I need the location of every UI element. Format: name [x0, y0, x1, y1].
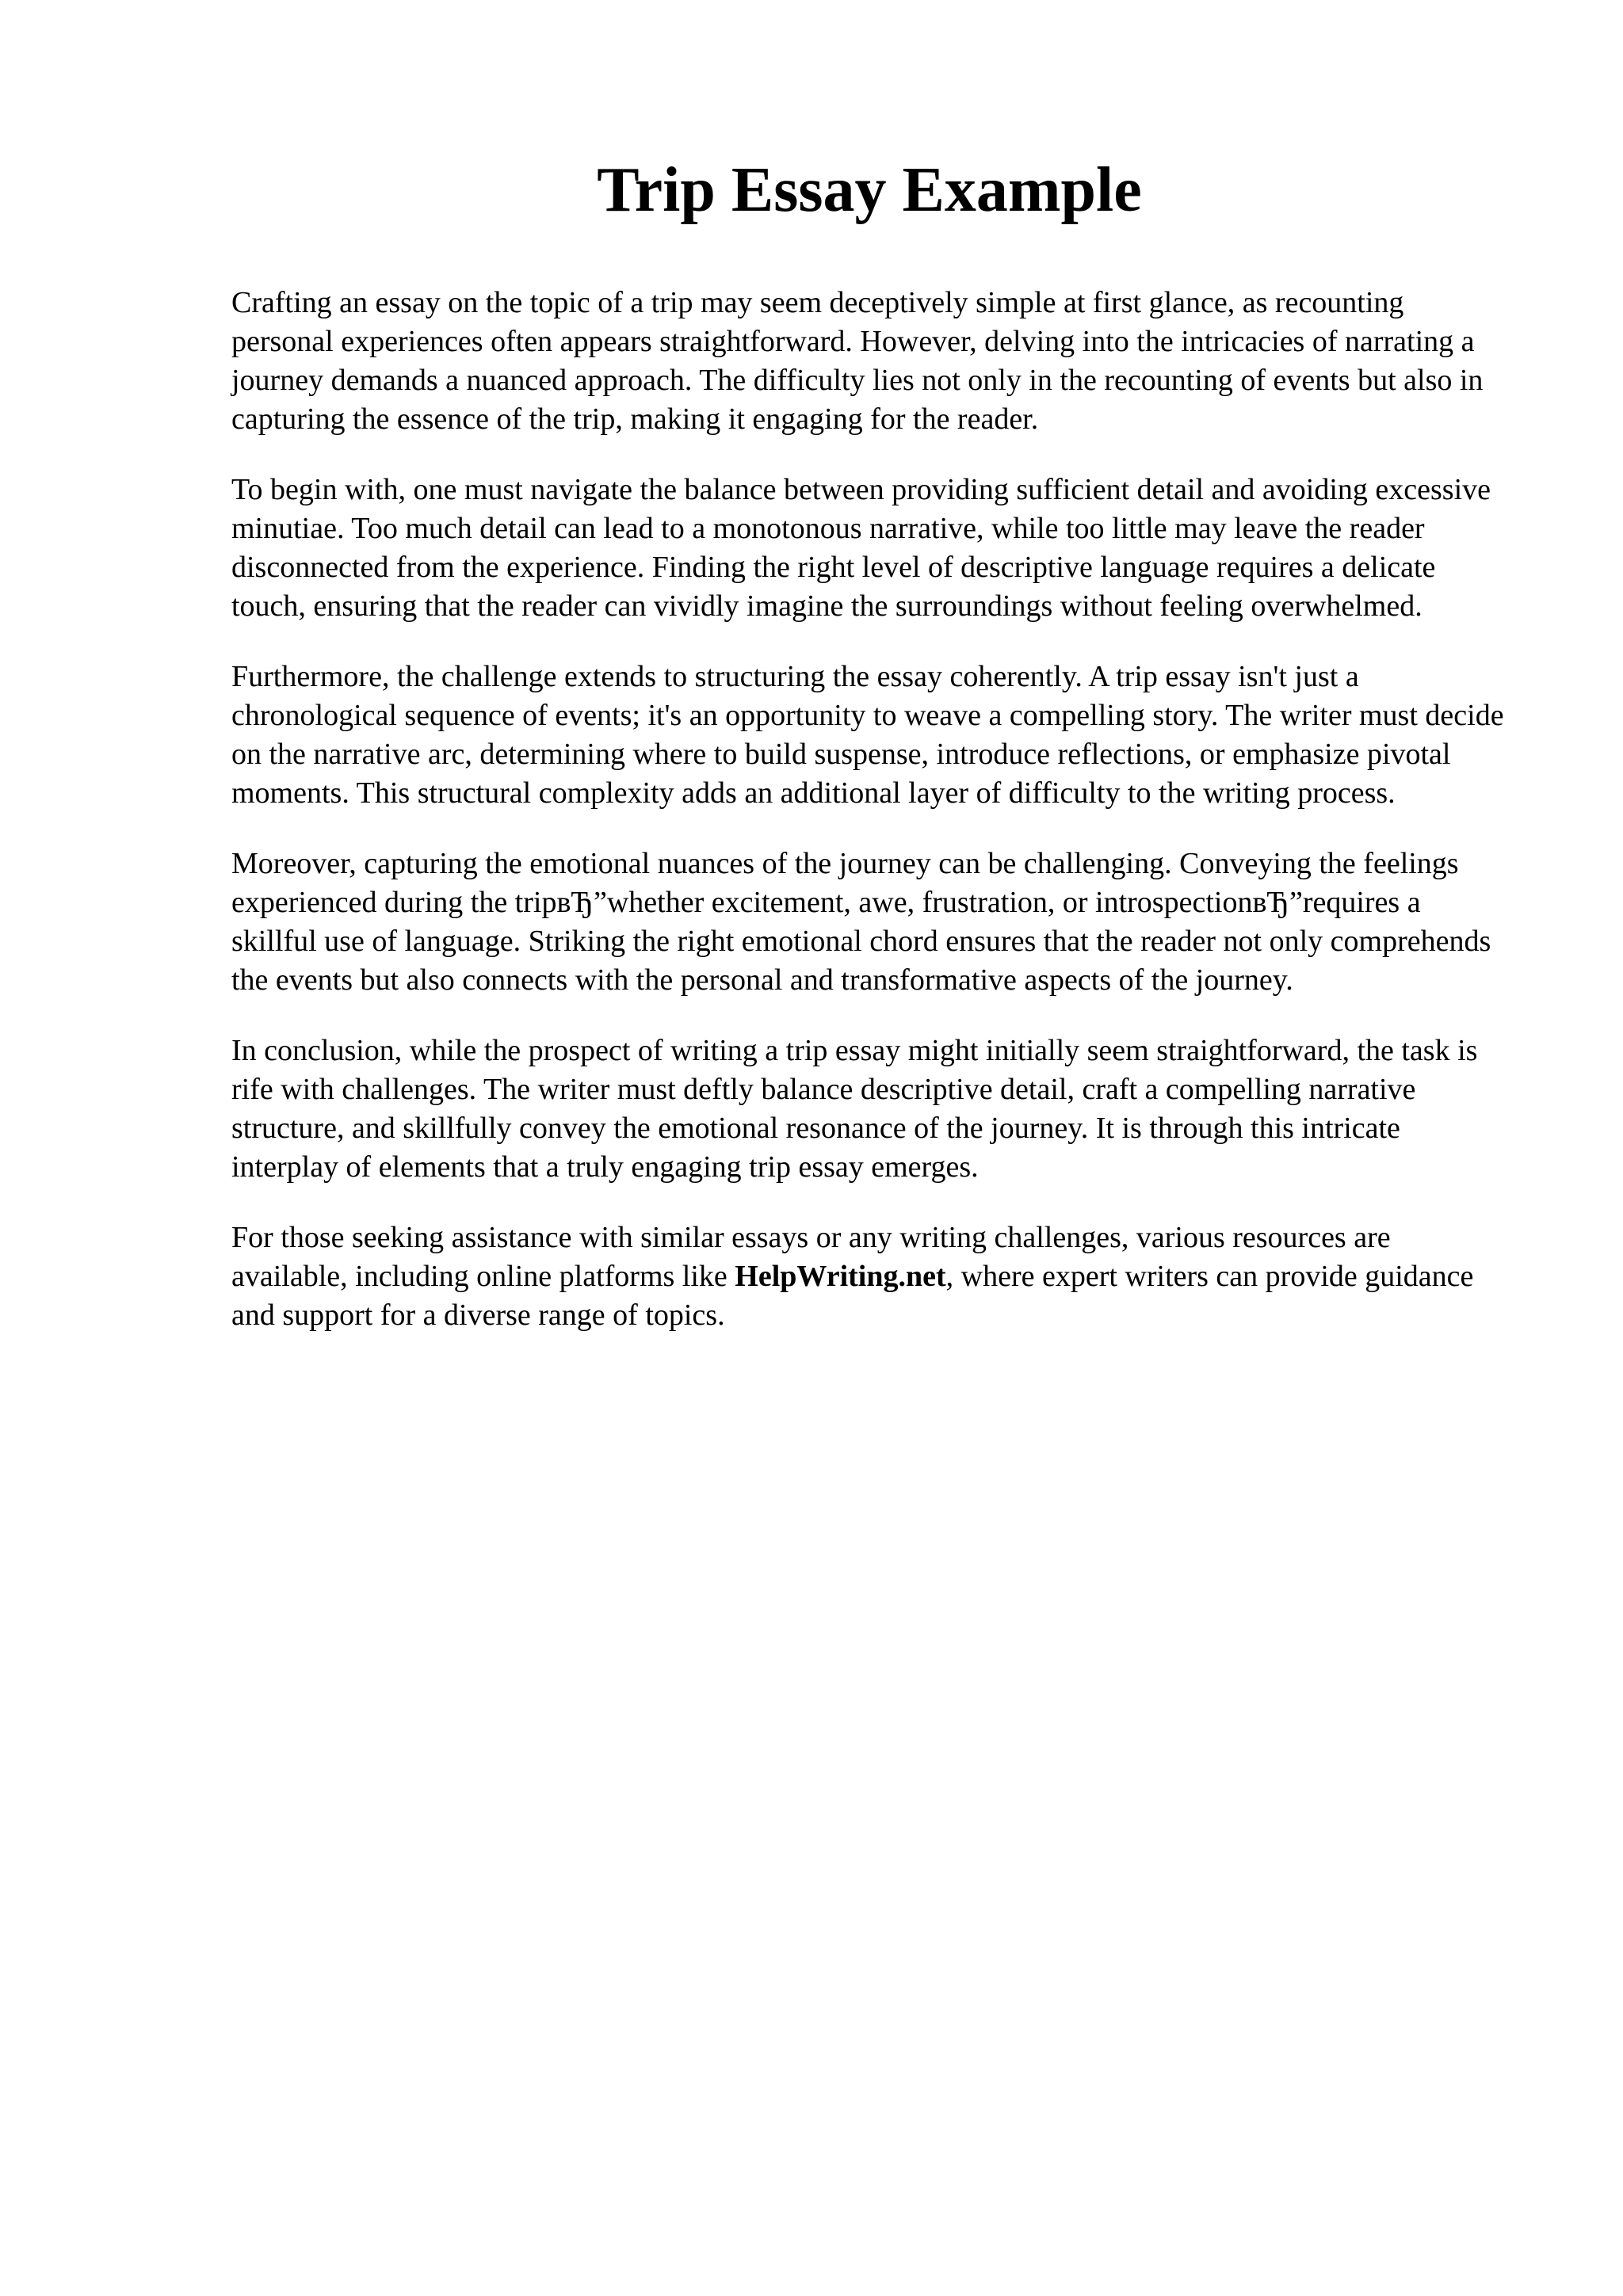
paragraph-structure: Furthermore, the challenge extends to structuring the essay coherently. A trip essay isn't just a chronological sequence of events; it's an opportunity to weave a compelling story. The writer must decide on the narrative arc, determining where to build suspense, introduce reflections, or emphasize pivotal moments. This structural complexity adds an additional layer of difficulty to the writing process. [231, 660, 1504, 810]
paragraph-detail-balance: To begin with, one must navigate the balance between providing sufficient detail and avoiding excessive minutiae. Too much detail can lead to a monotonous narrative, while too little may leave the reader disconnected from the experience. Finding the right level of descriptive language requires a delicate touch, ensuring that the reader can vividly imagine the surroundings without feeling overwhelmed. [231, 473, 1491, 623]
paragraph-emotion: Moreover, capturing the emotional nuances of the journey can be challenging. Conveying the feelings experienced during the tripвЂ”whether excitement, awe, frustration, or introspectionвЂ”requires a skillful use of language. Striking the right emotional chord ensures that the reader not only comprehends the events but also connects with the personal and transformative aspects of the journey. [231, 847, 1491, 997]
paragraph-intro: Crafting an essay on the topic of a trip may seem deceptively simple at first glance, as recounting personal experiences often appears straightforward. However, delving into the intricacies of narrating a journey demands a nuanced approach. The difficulty lies not only in the recounting of events but also in capturing the essence of the trip, making it engaging for the reader. [231, 286, 1484, 436]
closing-text-before: For those seeking assistance with similar essays or any writing challenges, various resources are available, including online platforms like [231, 1221, 1391, 1293]
closing-text-after: , where expert writers can provide guidance and support for a diverse range of topics. [231, 1260, 1474, 1332]
paragraph-conclusion: In conclusion, while the prospect of writing a trip essay might initially seem straightforward, the task is rife with challenges. The writer must deftly balance descriptive detail, craft a compelling narrative structure, and skillfully convey the emotional resonance of the journey. It is through this intricate interplay of elements that a truly engaging trip essay emerges. [231, 1034, 1478, 1184]
paragraph-closing [231, 1219, 1507, 1335]
document-page [231, 149, 1507, 1367]
brand-name: HelpWriting.net [735, 1260, 946, 1293]
page-title: Trip Essay Example [597, 155, 1142, 225]
